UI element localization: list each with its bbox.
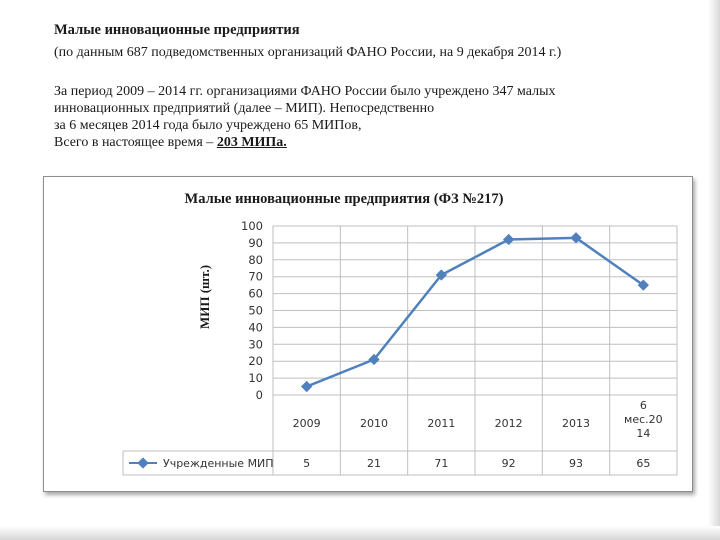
table-value-cell: 5: [303, 457, 311, 470]
x-tick-label: 2011: [427, 417, 456, 430]
y-tick-label: 70: [248, 269, 263, 284]
table-value-cell: 93: [569, 457, 583, 470]
page-title: Малые инновационные предприятия: [54, 22, 300, 38]
y-tick-label: 90: [248, 235, 263, 250]
y-tick-label: 40: [248, 320, 263, 335]
text-block: [54, 22, 694, 151]
data-point: [301, 381, 312, 392]
legend-label: Учрежденные МИП: [163, 457, 274, 470]
x-tick-label: 2012: [494, 417, 523, 430]
y-tick-label: 60: [248, 286, 263, 301]
x-tick-label: 2009: [292, 417, 321, 430]
y-tick-label: 30: [248, 337, 263, 352]
summary-line-2: инновационных предприятий (далее – МИП). Непосредственно: [54, 101, 435, 116]
summary-line-3: за 6 месяцев 2014 года было учреждено 65 МИПов,: [54, 118, 362, 133]
slide-right-shadow: [708, 0, 720, 540]
grid-layer: [273, 226, 677, 475]
table-value-cell: 65: [636, 457, 651, 470]
page-subtitle: (по данным 687 подведомственных организаций ФАНО России, на 9 декабря 2014 г.): [54, 45, 562, 60]
y-tick-layer: [241, 219, 263, 402]
slide-bottom-shadow: [0, 526, 720, 540]
table-value-cell: 92: [501, 457, 516, 470]
chart-title: Малые инновационные предприятия (ФЗ №217): [184, 191, 504, 207]
x-tick-label: 2013: [562, 417, 590, 430]
y-tick-label: 80: [248, 252, 263, 267]
summary-total: 203 МИПа.: [216, 135, 287, 150]
y-tick-label: 50: [248, 303, 263, 318]
summary-line-1: За период 2009 – 2014 гг. организациями ФАНО России было учреждено 347 малых: [54, 84, 556, 99]
legend-marker: [137, 457, 148, 468]
line-chart: [44, 177, 692, 491]
table-value-cell: 71: [434, 457, 449, 470]
y-axis-label: МИП (шт.): [197, 264, 212, 330]
y-tick-label: 100: [241, 219, 263, 233]
summary-line-4-prefix: Всего в настоящее время –: [54, 135, 217, 150]
chart-frame: [43, 176, 693, 492]
x-tick-label: 2010: [360, 417, 388, 430]
y-tick-label: 10: [248, 371, 263, 386]
summary-line-4: [54, 134, 694, 151]
table-value-cell: 21: [367, 457, 381, 470]
data-table: [123, 395, 677, 475]
x-tick-label: 6 мес.20 14: [624, 399, 663, 440]
data-point: [503, 234, 514, 245]
y-tick-label: 20: [248, 354, 263, 369]
y-tick-label: 0: [255, 388, 263, 402]
